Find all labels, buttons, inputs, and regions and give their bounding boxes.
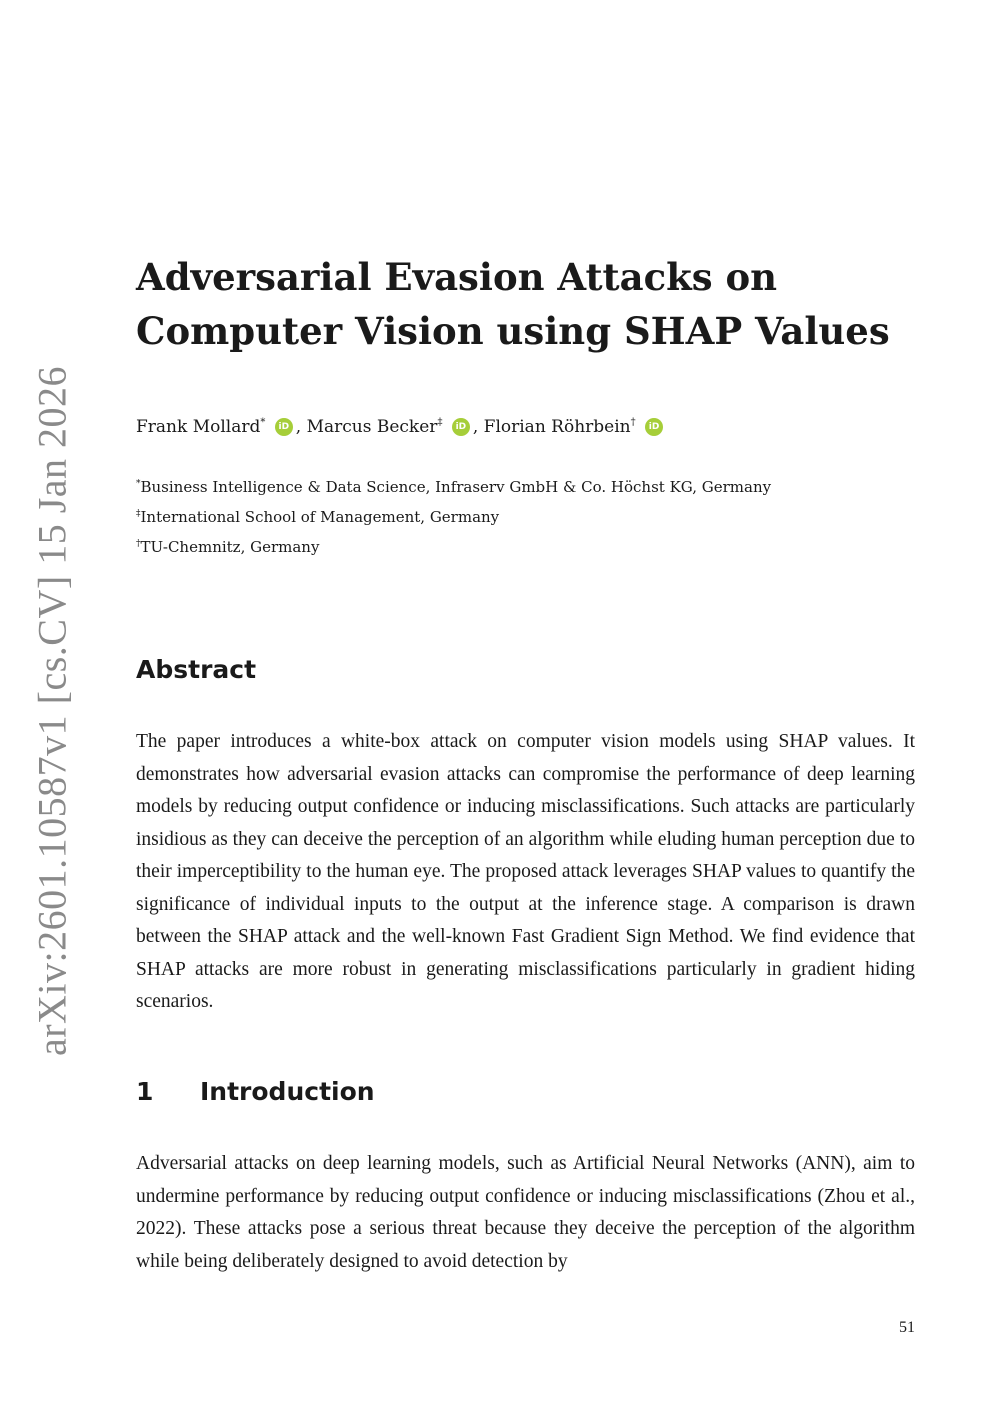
introduction-text: Adversarial attacks on deep learning models, such as Artificial Neural Networks (ANN), aim to undermine performance by reducing output confidence or inducing misclassifications (Zhou et al., 2022). These attacks pose a serious threat because they deceive the perception of the algorithm while being deliberately designed to avoid detection by — [136, 1153, 915, 1272]
abstract-heading: Abstract — [136, 655, 257, 684]
title-line: Adversarial Evasion Attacks on — [136, 255, 778, 299]
abstract-text: The paper introduces a white-box attack on computer vision models using SHAP values. It demonstrates how adversarial evasion attacks can compromise the performance of deep learning models by reducing output confidence or inducing misclassifications. Such attacks are particularly insidious as they can deceive the perception of an algorithm while eluding human perception due to their imperceptibility to the human eye. The proposed attack leverages SHAP values to quantify the significance of individual inputs to the output at the inference stage. A comparison is drawn between the SHAP attack and the well-known Fast Gradient Sign Method. We find evidence that SHAP attacks are more robust in generating misclassifications particularly in gradient hiding scenarios. — [136, 731, 915, 1012]
page-number: 51 — [899, 1319, 915, 1336]
author-separator: , — [295, 417, 307, 437]
author-name: Florian Röhrbein — [483, 417, 631, 437]
title-line: Computer Vision using SHAP Values — [136, 309, 890, 353]
affiliation-mark: † — [136, 539, 141, 549]
section-title: Introduction — [200, 1077, 375, 1106]
affiliation — [136, 502, 771, 532]
arxiv-stamp: arXiv:2601.10587v1 [cs.CV] 15 Jan 2026 — [29, 365, 75, 1057]
section-number: 1 — [136, 1077, 154, 1106]
affiliation-text: TU-Chemnitz, Germany — [140, 538, 320, 556]
author-name: Marcus Becker — [306, 417, 438, 437]
orcid-icon[interactable]: iD — [645, 418, 663, 436]
introduction-heading — [136, 1076, 375, 1108]
author-name: Frank Mollard — [136, 417, 261, 437]
affiliation-text: Business Intelligence & Data Science, Infraserv GmbH & Co. Höchst KG, Germany — [140, 478, 772, 496]
orcid-icon[interactable]: iD — [452, 418, 470, 436]
affiliation-mark: * — [136, 479, 141, 489]
author-separator: , — [472, 417, 484, 437]
affiliation — [136, 532, 771, 562]
paper-title — [136, 250, 936, 358]
orcid-icon[interactable]: iD — [275, 418, 293, 436]
affiliation-mark: ‡ — [136, 509, 141, 519]
affiliation-list — [136, 472, 771, 562]
author-list — [136, 412, 666, 442]
author-mark: † — [630, 417, 636, 428]
author-mark: ‡ — [437, 417, 443, 428]
affiliation — [136, 472, 771, 502]
author-mark: * — [260, 417, 266, 428]
affiliation-text: International School of Management, Germany — [140, 508, 500, 526]
